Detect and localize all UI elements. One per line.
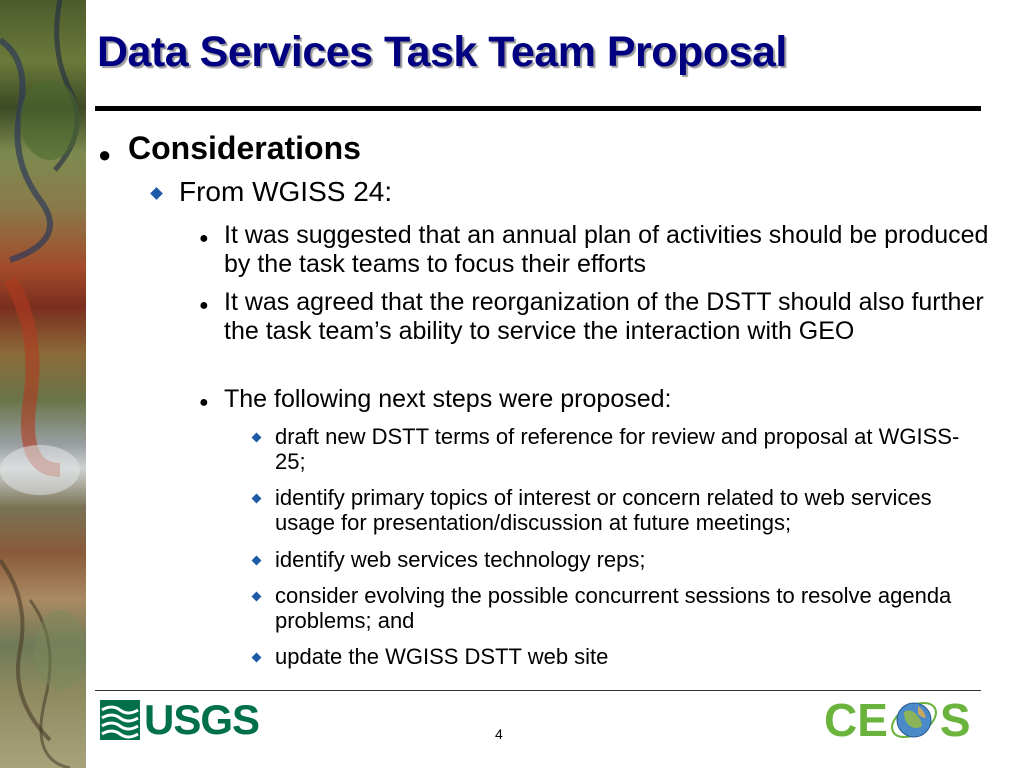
page-number: 4 (495, 726, 503, 742)
title-underline (95, 106, 981, 111)
usgs-wordmark: USGS (144, 696, 260, 743)
diamond-bullet-icon (252, 592, 262, 602)
ceos-letter-s: S (939, 694, 971, 746)
satellite-terrain-art (0, 0, 86, 768)
ceos-letter-c: C (824, 694, 858, 746)
disc-bullet-icon: ● (199, 297, 209, 314)
globe-icon (888, 690, 940, 750)
slide-title: Data Services Task Team Proposal (97, 28, 787, 76)
diamond-bullet-icon (252, 653, 262, 663)
ceos-letter-e: E (857, 694, 888, 746)
step-concurrent-sessions: consider evolving the possible concurrent sessions to resolve agenda problems; and (275, 583, 952, 633)
usgs-logo (100, 698, 259, 742)
step-identify-topics: identify primary topics of interest or concern related to web services usage for presentation/discussion at future meetings; (275, 485, 932, 535)
ceos-logo (824, 690, 971, 750)
point-annual-plan: It was suggested that an annual plan of activities should be produced by the task teams to focus their efforts (224, 221, 989, 278)
diamond-bullet-icon (150, 187, 163, 200)
diamond-bullet-icon (252, 433, 262, 443)
step-tech-reps: identify web services technology reps; (275, 547, 646, 572)
disc-bullet-icon: ● (199, 230, 209, 247)
disc-bullet-icon: ● (98, 142, 112, 167)
subheading-wgiss24: From WGISS 24: (179, 176, 393, 207)
heading-considerations: Considerations (128, 130, 361, 166)
disc-bullet-icon: ● (199, 394, 209, 411)
diamond-bullet-icon (252, 556, 262, 566)
point-reorganization: It was agreed that the reorganization of the DSTT should also further the task team’s ability to service the interaction with GEO (224, 288, 984, 345)
step-draft-tor: draft new DSTT terms of reference for review and proposal at WGISS-25; (275, 424, 960, 474)
point-next-steps: The following next steps were proposed: (224, 385, 672, 413)
diamond-bullet-icon (252, 494, 262, 504)
usgs-wave-icon (100, 700, 140, 740)
satellite-image-strip (0, 0, 86, 768)
step-update-website: update the WGISS DSTT web site (275, 644, 609, 669)
